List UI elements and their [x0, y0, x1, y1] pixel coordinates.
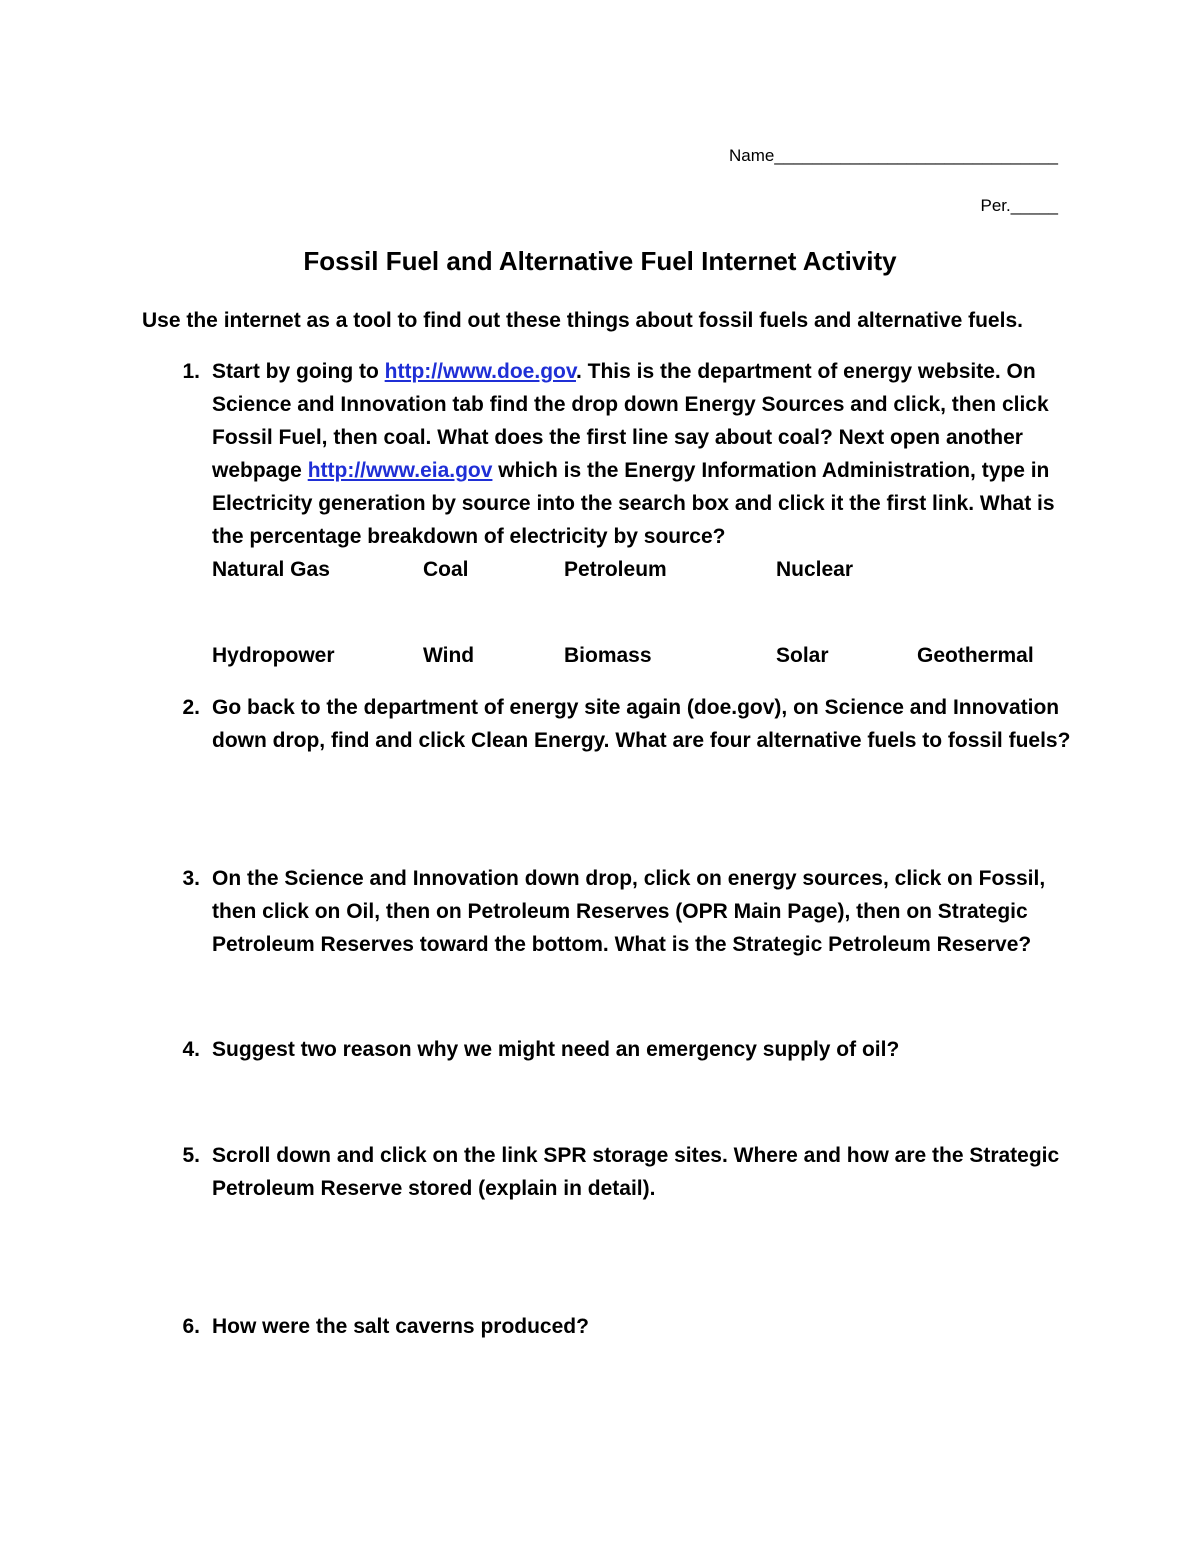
question-number: 3.: [182, 867, 200, 890]
text-segment: . This is the department of energy website. On: [575, 360, 1036, 383]
energy-sources-row-2: [212, 639, 1072, 672]
question-line: How were the salt caverns produced?: [212, 1315, 589, 1338]
question-line: then click on Oil, then on Petroleum Reserves (OPR Main Page), then on Strategic: [212, 900, 1028, 923]
question-line: Petroleum Reserve stored (explain in detail).: [212, 1177, 656, 1200]
source-geothermal: Geothermal: [917, 644, 1034, 667]
eia-link[interactable]: http://www.eia.gov: [307, 459, 493, 482]
source-coal: Coal: [423, 558, 469, 581]
question-line: the percentage breakdown of electricity by source?: [212, 525, 726, 548]
question-line: Science and Innovation tab find the drop down Energy Sources and click, then click: [212, 393, 1049, 416]
intro-text: Use the internet as a tool to find out these things about fossil fuels and alternative fuels.: [142, 309, 1023, 332]
question-text: [212, 1033, 1070, 1066]
source-petroleum: Petroleum: [564, 558, 667, 581]
question-text: [212, 355, 1070, 553]
text-segment: webpage: [212, 459, 308, 482]
text-segment: which is the Energy Information Administration, type in: [492, 459, 1050, 482]
source-natural-gas: Natural Gas: [212, 558, 330, 581]
question-line: Fossil Fuel, then coal. What does the first line say about coal? Next open another: [212, 426, 1023, 449]
question-text: [212, 1310, 1070, 1343]
name-field: Name______________________________: [729, 146, 1058, 165]
question-line: Electricity generation by source into the search box and click it the first link. What is: [212, 492, 1055, 515]
question-line: On the Science and Innovation down drop, click on energy sources, click on Fossil,: [212, 867, 1046, 890]
text-segment: Start by going to: [212, 360, 385, 383]
question-line: [212, 454, 1070, 487]
question-number: 6.: [182, 1315, 200, 1338]
energy-sources-row-1: [212, 553, 1072, 586]
question-line: Go back to the department of energy site again (doe.gov), on Science and Innovation: [212, 696, 1060, 719]
source-wind: Wind: [423, 644, 475, 667]
question-line: Petroleum Reserves toward the bottom. What is the Strategic Petroleum Reserve?: [212, 933, 1032, 956]
source-biomass: Biomass: [564, 644, 652, 667]
doe-link[interactable]: http://www.doe.gov: [384, 360, 576, 383]
question-text: [212, 1139, 1070, 1205]
source-solar: Solar: [776, 644, 829, 667]
question-line: down drop, find and click Clean Energy. What are four alternative fuels to fossil fuels?: [212, 729, 1071, 752]
page-title: Fossil Fuel and Alternative Fuel Internet Activity: [303, 246, 897, 276]
question-line: [212, 355, 1070, 388]
question-line: Suggest two reason why we might need an emergency supply of oil?: [212, 1038, 900, 1061]
source-hydropower: Hydropower: [212, 644, 335, 667]
question-number: 4.: [182, 1038, 200, 1061]
question-number: 1.: [182, 360, 200, 383]
period-field: Per._____: [980, 196, 1058, 215]
question-number: 5.: [182, 1144, 200, 1167]
question-number: 2.: [182, 696, 200, 719]
question-text: [212, 691, 1070, 757]
question-line: Scroll down and click on the link SPR storage sites. Where and how are the Strategic: [212, 1144, 1060, 1167]
source-nuclear: Nuclear: [776, 558, 854, 581]
question-text: [212, 862, 1070, 961]
